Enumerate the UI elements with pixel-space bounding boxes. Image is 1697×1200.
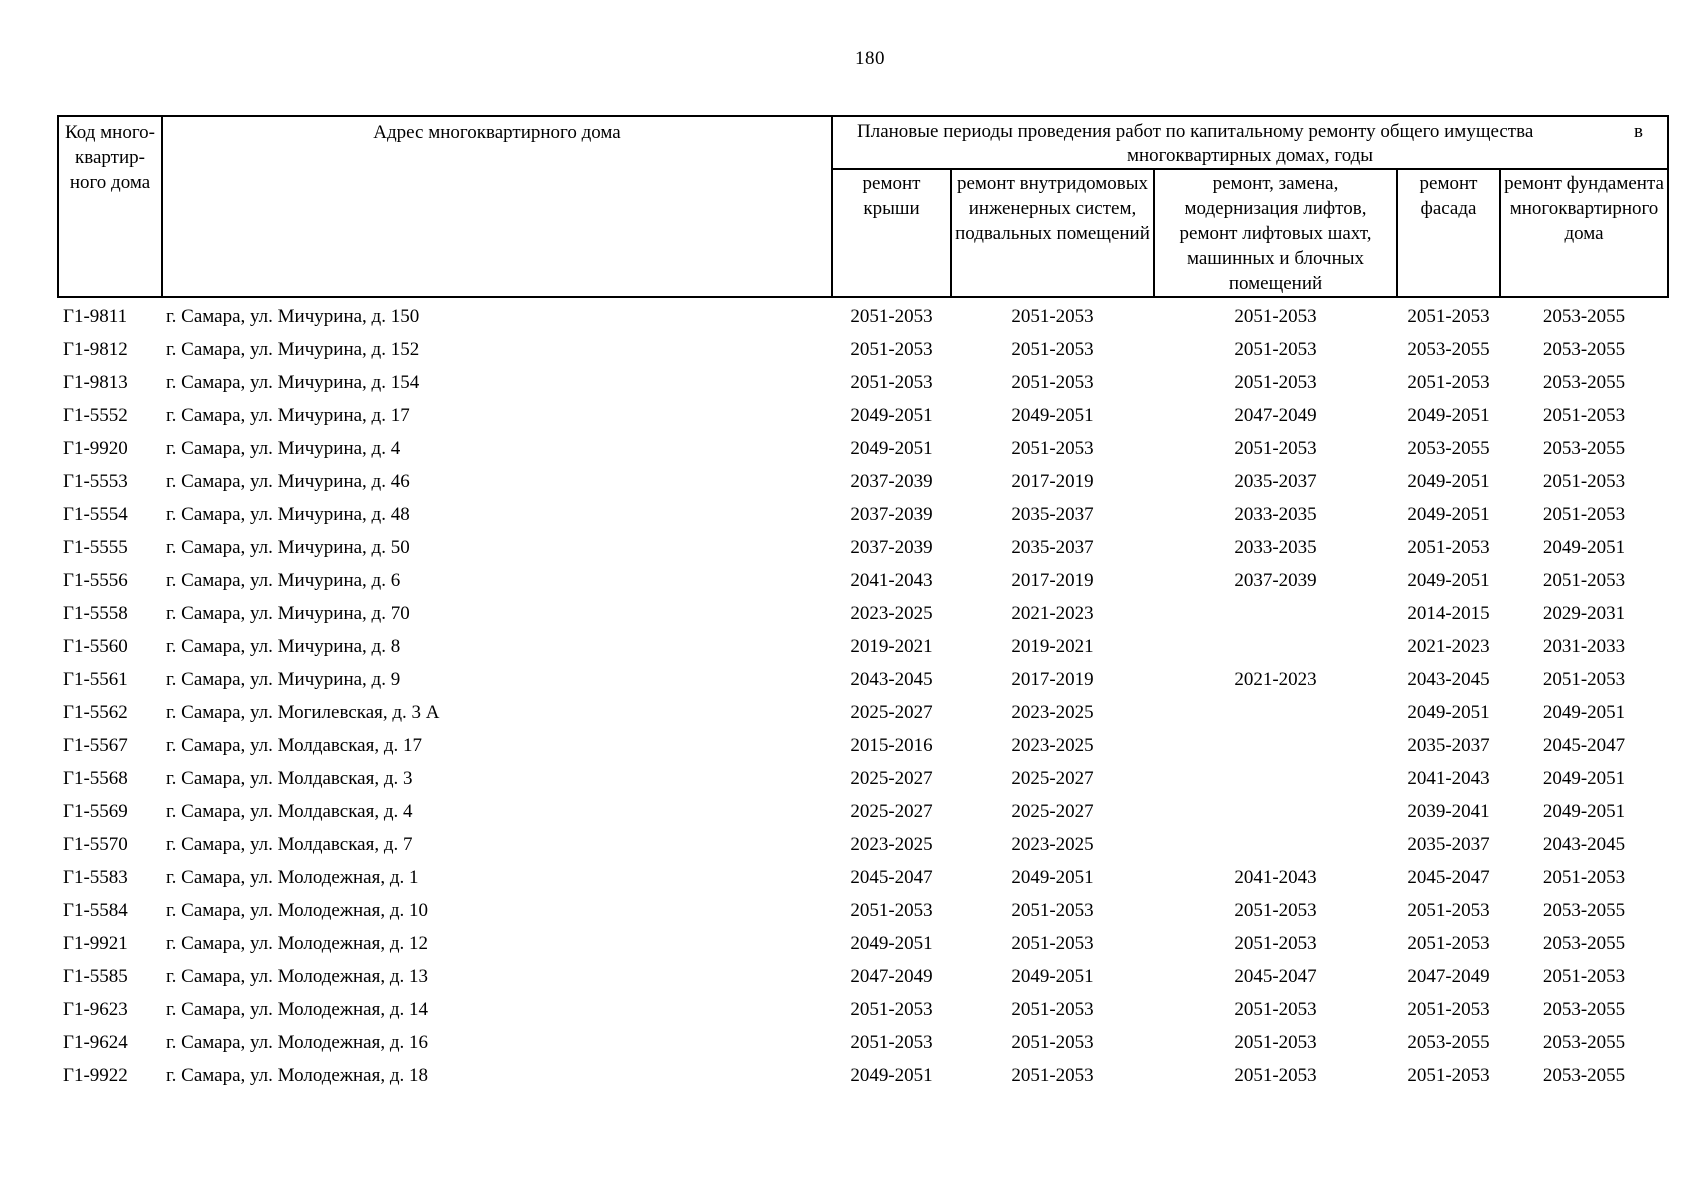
periods-heading-line1-end: в bbox=[1634, 121, 1644, 142]
cell-foundation: 2053-2055 bbox=[1542, 339, 1626, 360]
table-row bbox=[58, 663, 1668, 696]
cell-roof: 2025-2027 bbox=[850, 768, 933, 789]
cell-code: Г1-9623 bbox=[63, 999, 128, 1020]
table-row bbox=[58, 432, 1668, 465]
cell-lifts: 2051-2053 bbox=[1234, 900, 1317, 921]
cell-engineering: 2019-2021 bbox=[1011, 636, 1094, 657]
cell-engineering: 2049-2051 bbox=[1011, 966, 1094, 987]
cell-lifts bbox=[1154, 597, 1397, 630]
cell-engineering: 2017-2019 bbox=[1011, 669, 1094, 690]
cell-roof: 2047-2049 bbox=[850, 966, 933, 987]
table-row bbox=[58, 1026, 1668, 1059]
cell-address: г. Самара, ул. Молдавская, д. 3 bbox=[166, 768, 413, 789]
periods-heading-line2: многоквартирных домах, годы bbox=[1126, 145, 1374, 166]
table-row bbox=[58, 960, 1668, 993]
cell-facade: 2047-2049 bbox=[1407, 966, 1490, 987]
cell-engineering: 2051-2053 bbox=[1011, 999, 1094, 1020]
cell-facade: 2021-2023 bbox=[1407, 636, 1490, 657]
cell-code: Г1-5562 bbox=[63, 702, 128, 723]
cell-foundation: 2043-2045 bbox=[1542, 834, 1626, 855]
cell-roof: 2025-2027 bbox=[850, 702, 933, 723]
table-row bbox=[58, 498, 1668, 531]
cell-code: Г1-5567 bbox=[63, 735, 128, 756]
cell-code: Г1-5554 bbox=[63, 504, 128, 525]
cell-facade: 2051-2053 bbox=[1407, 1065, 1490, 1086]
column-header-roof: ремонт крыши bbox=[832, 169, 951, 297]
cell-lifts: 2051-2053 bbox=[1234, 933, 1317, 954]
table-row bbox=[58, 696, 1668, 729]
table-row bbox=[58, 366, 1668, 399]
cell-engineering: 2023-2025 bbox=[1011, 834, 1094, 855]
cell-facade: 2045-2047 bbox=[1407, 867, 1490, 888]
cell-address: г. Самара, ул. Молодежная, д. 1 bbox=[166, 867, 419, 888]
cell-lifts: 2021-2023 bbox=[1234, 669, 1317, 690]
cell-facade: 2035-2037 bbox=[1407, 735, 1490, 756]
repair-schedule-table bbox=[57, 115, 1669, 1092]
cell-foundation: 2049-2051 bbox=[1542, 768, 1626, 789]
cell-code: Г1-9812 bbox=[63, 339, 128, 360]
cell-address: г. Самара, ул. Мичурина, д. 17 bbox=[166, 405, 410, 426]
cell-engineering: 2051-2053 bbox=[1011, 1065, 1094, 1086]
cell-roof: 2037-2039 bbox=[850, 471, 933, 492]
table-row bbox=[58, 993, 1668, 1026]
cell-lifts bbox=[1154, 828, 1397, 861]
cell-address: г. Самара, ул. Мичурина, д. 50 bbox=[166, 537, 410, 558]
cell-foundation: 2045-2047 bbox=[1542, 735, 1626, 756]
cell-engineering: 2021-2023 bbox=[1011, 603, 1094, 624]
cell-roof: 2037-2039 bbox=[850, 504, 933, 525]
cell-facade: 2051-2053 bbox=[1407, 306, 1490, 327]
cell-lifts bbox=[1154, 795, 1397, 828]
table-header bbox=[58, 116, 1668, 297]
cell-foundation: 2049-2051 bbox=[1542, 801, 1626, 822]
cell-code: Г1-5583 bbox=[63, 867, 128, 888]
table-row bbox=[58, 762, 1668, 795]
cell-engineering: 2049-2051 bbox=[1011, 405, 1094, 426]
cell-engineering: 2051-2053 bbox=[1011, 438, 1094, 459]
cell-roof: 2051-2053 bbox=[850, 339, 933, 360]
table-row bbox=[58, 729, 1668, 762]
table-row bbox=[58, 333, 1668, 366]
column-header-code: Код много-квартир-ного дома bbox=[58, 116, 162, 297]
page-number: 180 bbox=[855, 48, 885, 69]
cell-code: Г1-5558 bbox=[63, 603, 128, 624]
cell-address: г. Самара, ул. Могилевская, д. 3 А bbox=[166, 702, 440, 723]
cell-engineering: 2051-2053 bbox=[1011, 900, 1094, 921]
cell-engineering: 2025-2027 bbox=[1011, 801, 1094, 822]
periods-heading-line1: Плановые периоды проведения работ по капитальному ремонту общего имущества bbox=[857, 121, 1534, 142]
cell-lifts: 2051-2053 bbox=[1234, 306, 1317, 327]
cell-foundation: 2051-2053 bbox=[1542, 504, 1626, 525]
cell-lifts: 2033-2035 bbox=[1234, 537, 1317, 558]
cell-roof: 2051-2053 bbox=[850, 306, 933, 327]
cell-address: г. Самара, ул. Мичурина, д. 4 bbox=[166, 438, 401, 459]
cell-foundation: 2051-2053 bbox=[1542, 570, 1626, 591]
cell-foundation: 2053-2055 bbox=[1542, 1032, 1626, 1053]
cell-roof: 2023-2025 bbox=[850, 834, 933, 855]
cell-roof: 2043-2045 bbox=[850, 669, 933, 690]
cell-facade: 2039-2041 bbox=[1407, 801, 1490, 822]
cell-lifts bbox=[1154, 729, 1397, 762]
cell-roof: 2025-2027 bbox=[850, 801, 933, 822]
cell-facade: 2014-2015 bbox=[1407, 603, 1490, 624]
cell-facade: 2053-2055 bbox=[1407, 1032, 1490, 1053]
cell-engineering: 2035-2037 bbox=[1011, 504, 1094, 525]
cell-roof: 2023-2025 bbox=[850, 603, 933, 624]
cell-code: Г1-9813 bbox=[63, 372, 128, 393]
cell-code: Г1-5568 bbox=[63, 768, 128, 789]
cell-foundation: 2053-2055 bbox=[1542, 438, 1626, 459]
column-header-lifts: ремонт, замена, модернизация лифтов, ремонт лифтовых шахт, машинных и блочных помещений bbox=[1154, 169, 1397, 297]
cell-facade: 2049-2051 bbox=[1407, 504, 1490, 525]
cell-address: г. Самара, ул. Мичурина, д. 8 bbox=[166, 636, 401, 657]
cell-foundation: 2051-2053 bbox=[1542, 966, 1626, 987]
cell-roof: 2051-2053 bbox=[850, 372, 933, 393]
cell-foundation: 2049-2051 bbox=[1542, 702, 1626, 723]
cell-facade: 2051-2053 bbox=[1407, 537, 1490, 558]
cell-foundation: 2053-2055 bbox=[1542, 306, 1626, 327]
cell-facade: 2043-2045 bbox=[1407, 669, 1490, 690]
cell-address: г. Самара, ул. Мичурина, д. 46 bbox=[166, 471, 410, 492]
cell-code: Г1-5560 bbox=[63, 636, 128, 657]
cell-engineering: 2051-2053 bbox=[1011, 1032, 1094, 1053]
cell-lifts: 2047-2049 bbox=[1234, 405, 1317, 426]
cell-facade: 2051-2053 bbox=[1407, 933, 1490, 954]
cell-engineering: 2035-2037 bbox=[1011, 537, 1094, 558]
cell-foundation: 2053-2055 bbox=[1542, 999, 1626, 1020]
column-header-engineering: ремонт внутридомовых инженерных систем, подвальных помещений bbox=[951, 169, 1154, 297]
cell-lifts: 2051-2053 bbox=[1234, 339, 1317, 360]
cell-address: г. Самара, ул. Молодежная, д. 16 bbox=[166, 1032, 429, 1053]
table-body bbox=[58, 297, 1668, 1092]
table-row bbox=[58, 795, 1668, 828]
cell-facade: 2051-2053 bbox=[1407, 372, 1490, 393]
cell-facade: 2049-2051 bbox=[1407, 471, 1490, 492]
cell-lifts bbox=[1154, 630, 1397, 663]
cell-engineering: 2025-2027 bbox=[1011, 768, 1094, 789]
cell-address: г. Самара, ул. Мичурина, д. 154 bbox=[166, 372, 420, 393]
cell-roof: 2049-2051 bbox=[850, 438, 933, 459]
column-header-foundation: ремонт фундамента многоквартирного дома bbox=[1500, 169, 1668, 297]
cell-lifts: 2041-2043 bbox=[1234, 867, 1317, 888]
cell-code: Г1-5555 bbox=[63, 537, 128, 558]
cell-roof: 2037-2039 bbox=[850, 537, 933, 558]
cell-foundation: 2053-2055 bbox=[1542, 900, 1626, 921]
cell-foundation: 2051-2053 bbox=[1542, 405, 1626, 426]
cell-lifts: 2051-2053 bbox=[1234, 1065, 1317, 1086]
cell-roof: 2045-2047 bbox=[850, 867, 933, 888]
cell-facade: 2051-2053 bbox=[1407, 999, 1490, 1020]
cell-address: г. Самара, ул. Мичурина, д. 70 bbox=[166, 603, 410, 624]
cell-foundation: 2051-2053 bbox=[1542, 867, 1626, 888]
cell-code: Г1-5553 bbox=[63, 471, 128, 492]
table-row bbox=[58, 297, 1668, 333]
cell-code: Г1-5552 bbox=[63, 405, 128, 426]
table-row bbox=[58, 861, 1668, 894]
cell-address: г. Самара, ул. Мичурина, д. 152 bbox=[166, 339, 420, 360]
cell-facade: 2041-2043 bbox=[1407, 768, 1490, 789]
cell-facade: 2053-2055 bbox=[1407, 438, 1490, 459]
cell-roof: 2049-2051 bbox=[850, 405, 933, 426]
cell-code: Г1-5556 bbox=[63, 570, 128, 591]
cell-lifts: 2035-2037 bbox=[1234, 471, 1317, 492]
cell-engineering: 2023-2025 bbox=[1011, 702, 1094, 723]
cell-code: Г1-9921 bbox=[63, 933, 128, 954]
cell-roof: 2049-2051 bbox=[850, 1065, 933, 1086]
cell-address: г. Самара, ул. Молодежная, д. 12 bbox=[166, 933, 429, 954]
cell-foundation: 2053-2055 bbox=[1542, 1065, 1626, 1086]
cell-address: г. Самара, ул. Молодежная, д. 10 bbox=[166, 900, 429, 921]
cell-code: Г1-5570 bbox=[63, 834, 128, 855]
cell-foundation: 2029-2031 bbox=[1542, 603, 1626, 624]
cell-engineering: 2023-2025 bbox=[1011, 735, 1094, 756]
cell-code: Г1-5561 bbox=[63, 669, 128, 690]
cell-code: Г1-9624 bbox=[63, 1032, 128, 1053]
cell-foundation: 2031-2033 bbox=[1542, 636, 1626, 657]
column-header-address: Адрес многоквартирного дома bbox=[162, 116, 832, 297]
cell-address: г. Самара, ул. Молдавская, д. 17 bbox=[166, 735, 422, 756]
cell-roof: 2051-2053 bbox=[850, 999, 933, 1020]
table-row bbox=[58, 1059, 1668, 1092]
cell-facade: 2035-2037 bbox=[1407, 834, 1490, 855]
cell-address: г. Самара, ул. Молдавская, д. 4 bbox=[166, 801, 413, 822]
cell-roof: 2049-2051 bbox=[850, 933, 933, 954]
cell-engineering: 2051-2053 bbox=[1011, 306, 1094, 327]
cell-lifts: 2051-2053 bbox=[1234, 1032, 1317, 1053]
column-header-facade: ремонт фасада bbox=[1397, 169, 1500, 297]
cell-address: г. Самара, ул. Молодежная, д. 18 bbox=[166, 1065, 429, 1086]
column-group-header-periods bbox=[832, 116, 1668, 169]
cell-code: Г1-5585 bbox=[63, 966, 128, 987]
table-row bbox=[58, 564, 1668, 597]
cell-foundation: 2053-2055 bbox=[1542, 372, 1626, 393]
cell-address: г. Самара, ул. Молодежная, д. 14 bbox=[166, 999, 429, 1020]
cell-engineering: 2017-2019 bbox=[1011, 570, 1094, 591]
cell-address: г. Самара, ул. Мичурина, д. 6 bbox=[166, 570, 401, 591]
cell-address: г. Самара, ул. Мичурина, д. 9 bbox=[166, 669, 401, 690]
table-row bbox=[58, 399, 1668, 432]
cell-address: г. Самара, ул. Мичурина, д. 48 bbox=[166, 504, 410, 525]
cell-address: г. Самара, ул. Молодежная, д. 13 bbox=[166, 966, 429, 987]
cell-facade: 2049-2051 bbox=[1407, 702, 1490, 723]
cell-roof: 2051-2053 bbox=[850, 1032, 933, 1053]
cell-lifts bbox=[1154, 696, 1397, 729]
cell-engineering: 2051-2053 bbox=[1011, 933, 1094, 954]
cell-code: Г1-5569 bbox=[63, 801, 128, 822]
cell-foundation: 2051-2053 bbox=[1542, 669, 1626, 690]
table-row bbox=[58, 597, 1668, 630]
cell-roof: 2019-2021 bbox=[850, 636, 933, 657]
cell-lifts: 2051-2053 bbox=[1234, 372, 1317, 393]
cell-code: Г1-5584 bbox=[63, 900, 128, 921]
cell-engineering: 2017-2019 bbox=[1011, 471, 1094, 492]
cell-engineering: 2049-2051 bbox=[1011, 867, 1094, 888]
table-row bbox=[58, 927, 1668, 960]
table-row bbox=[58, 630, 1668, 663]
cell-foundation: 2049-2051 bbox=[1542, 537, 1626, 558]
cell-facade: 2049-2051 bbox=[1407, 570, 1490, 591]
cell-address: г. Самара, ул. Молдавская, д. 7 bbox=[166, 834, 413, 855]
cell-code: Г1-9920 bbox=[63, 438, 128, 459]
table-row bbox=[58, 894, 1668, 927]
cell-code: Г1-9811 bbox=[63, 306, 128, 327]
cell-facade: 2051-2053 bbox=[1407, 900, 1490, 921]
cell-facade: 2053-2055 bbox=[1407, 339, 1490, 360]
cell-lifts: 2033-2035 bbox=[1234, 504, 1317, 525]
cell-roof: 2015-2016 bbox=[850, 735, 933, 756]
cell-lifts: 2051-2053 bbox=[1234, 438, 1317, 459]
cell-foundation: 2053-2055 bbox=[1542, 933, 1626, 954]
cell-foundation: 2051-2053 bbox=[1542, 471, 1626, 492]
table-row bbox=[58, 465, 1668, 498]
cell-engineering: 2051-2053 bbox=[1011, 339, 1094, 360]
cell-lifts: 2051-2053 bbox=[1234, 999, 1317, 1020]
cell-address: г. Самара, ул. Мичурина, д. 150 bbox=[166, 306, 420, 327]
table-row bbox=[58, 531, 1668, 564]
cell-code: Г1-9922 bbox=[63, 1065, 128, 1086]
table-row bbox=[58, 828, 1668, 861]
cell-lifts: 2037-2039 bbox=[1234, 570, 1317, 591]
cell-lifts bbox=[1154, 762, 1397, 795]
cell-roof: 2051-2053 bbox=[850, 900, 933, 921]
cell-engineering: 2051-2053 bbox=[1011, 372, 1094, 393]
cell-lifts: 2045-2047 bbox=[1234, 966, 1317, 987]
cell-facade: 2049-2051 bbox=[1407, 405, 1490, 426]
cell-roof: 2041-2043 bbox=[850, 570, 933, 591]
